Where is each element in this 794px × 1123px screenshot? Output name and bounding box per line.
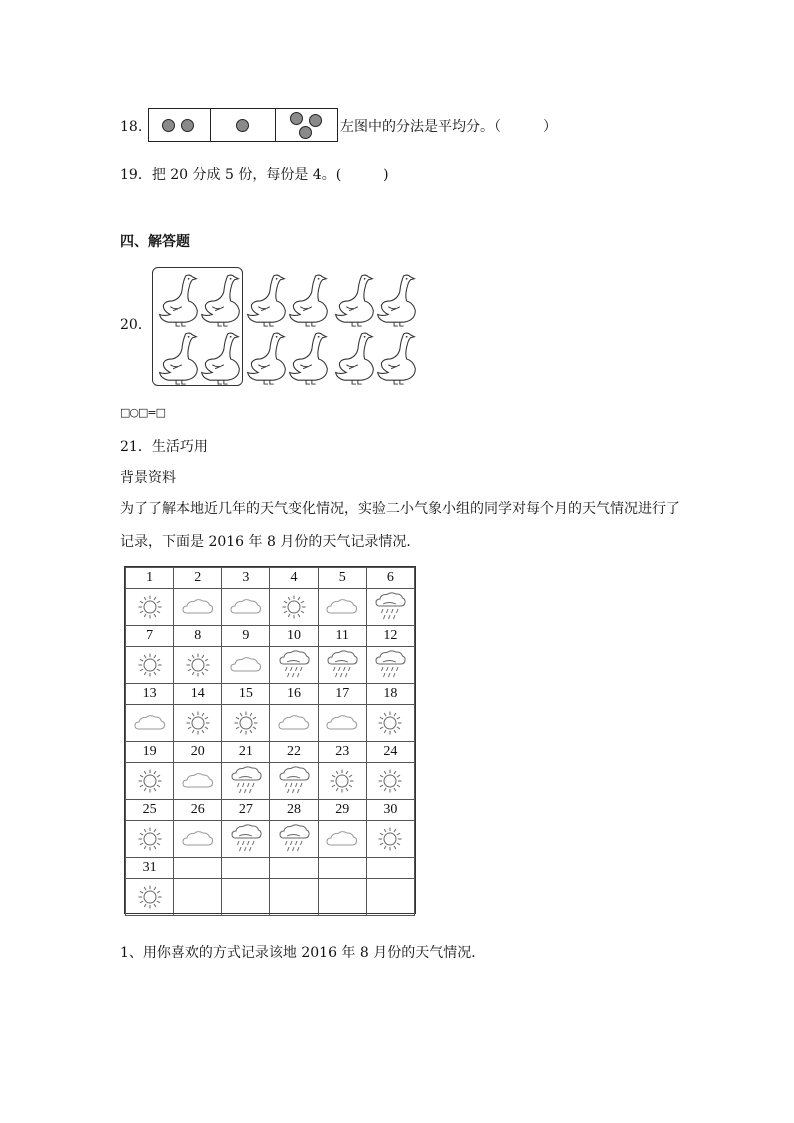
calendar-day-number: 1 (126, 568, 174, 589)
calendar-weather-row (126, 879, 415, 916)
cloudy-icon (174, 589, 222, 626)
q21-subtitle: 背景资料 (120, 470, 176, 486)
calendar-day-number (222, 858, 270, 879)
q20-number: 20． (120, 317, 152, 333)
calendar-day-number: 7 (126, 626, 174, 647)
cloudy-icon (181, 771, 215, 791)
calendar-day-number: 15 (222, 684, 270, 705)
dot (162, 119, 175, 132)
cloudy-icon (174, 821, 222, 858)
calendar-day-number (270, 858, 318, 879)
calendar-day-number (318, 858, 366, 879)
goose-icon (286, 272, 330, 328)
weather-calendar-table (125, 567, 415, 916)
calendar-empty-cell (366, 879, 414, 916)
q21-title: 21．生活巧用 (120, 439, 208, 455)
calendar-day-number: 24 (366, 742, 414, 763)
cloudy-icon (222, 647, 270, 684)
sunny-icon (137, 826, 163, 852)
calendar-weather-row (126, 647, 415, 684)
sunny-icon (377, 826, 403, 852)
sunny-icon (137, 652, 163, 678)
calendar-day-number: 10 (270, 626, 318, 647)
goose-icon (198, 330, 242, 386)
calendar-weather-row (126, 821, 415, 858)
sunny-icon (126, 879, 174, 916)
rain-icon (326, 649, 358, 681)
calendar-day-number: 21 (222, 742, 270, 763)
sunny-icon (185, 652, 211, 678)
calendar-day-number: 5 (318, 568, 366, 589)
dot-group-3 (276, 109, 337, 141)
cloudy-icon (277, 713, 311, 733)
rain-icon (374, 591, 406, 623)
cloudy-icon (229, 655, 263, 675)
calendar-day-number: 8 (174, 626, 222, 647)
calendar-day-number: 29 (318, 800, 366, 821)
calendar-day-number: 22 (270, 742, 318, 763)
sunny-icon (366, 763, 414, 800)
rain-icon (366, 647, 414, 684)
calendar-day-number: 13 (126, 684, 174, 705)
calendar-day-number: 4 (270, 568, 318, 589)
cloudy-icon (133, 713, 167, 733)
calendar-day-number: 26 (174, 800, 222, 821)
calendar-empty-cell (270, 879, 318, 916)
calendar-day-row (126, 568, 415, 589)
cloudy-icon (181, 597, 215, 617)
dot (236, 119, 249, 132)
goose-icon (244, 272, 288, 328)
calendar-day-number: 20 (174, 742, 222, 763)
weather-calendar (124, 566, 416, 914)
cloudy-icon (325, 597, 359, 617)
goose-icon (332, 330, 376, 386)
cloudy-icon (174, 763, 222, 800)
calendar-empty-cell (222, 879, 270, 916)
calendar-empty-cell (318, 879, 366, 916)
cloudy-icon (318, 821, 366, 858)
cloudy-icon (126, 705, 174, 742)
goose-icon (374, 330, 418, 386)
sunny-icon (329, 768, 355, 794)
q19-text: 19．把 20 分成 5 份，每份是 4。( ) (120, 167, 389, 183)
rain-icon (270, 647, 318, 684)
rain-icon (374, 649, 406, 681)
sunny-icon (222, 705, 270, 742)
sunny-icon (126, 821, 174, 858)
rain-icon (222, 821, 270, 858)
calendar-day-number: 3 (222, 568, 270, 589)
dot-group-2 (211, 109, 275, 141)
calendar-day-number (366, 858, 414, 879)
calendar-day-row (126, 684, 415, 705)
calendar-day-number: 16 (270, 684, 318, 705)
cloudy-icon (325, 829, 359, 849)
sunny-icon (126, 763, 174, 800)
rain-icon (222, 763, 270, 800)
sunny-icon (318, 763, 366, 800)
sunny-icon (377, 710, 403, 736)
rain-icon (270, 763, 318, 800)
goose-icon (374, 272, 418, 328)
calendar-day-number: 9 (222, 626, 270, 647)
cloudy-icon (270, 705, 318, 742)
dot-group-1 (149, 109, 211, 141)
calendar-day-number: 17 (318, 684, 366, 705)
q18-statement: 左图中的分法是平均分。（ ） (340, 119, 557, 135)
sunny-icon (137, 594, 163, 620)
dot (181, 119, 194, 132)
cloudy-icon (325, 713, 359, 733)
goose-icon (198, 272, 242, 328)
dot (299, 126, 312, 139)
cloudy-icon (229, 597, 263, 617)
q21-task1: 1、用你喜欢的方式记录该地 2016 年 8 月份的天气情况． (120, 945, 486, 961)
sunny-icon (366, 705, 414, 742)
calendar-day-number: 28 (270, 800, 318, 821)
calendar-weather-row (126, 589, 415, 626)
rain-icon (278, 649, 310, 681)
goose-icon (156, 330, 200, 386)
goose-icon (156, 272, 200, 328)
calendar-weather-row (126, 705, 415, 742)
calendar-day-row (126, 742, 415, 763)
sunny-icon (233, 710, 259, 736)
calendar-day-row (126, 626, 415, 647)
calendar-day-number: 19 (126, 742, 174, 763)
calendar-day-number (174, 858, 222, 879)
calendar-day-number: 23 (318, 742, 366, 763)
calendar-day-number: 18 (366, 684, 414, 705)
rain-icon (318, 647, 366, 684)
sunny-icon (137, 768, 163, 794)
calendar-day-number: 25 (126, 800, 174, 821)
calendar-day-number: 27 (222, 800, 270, 821)
calendar-day-number: 12 (366, 626, 414, 647)
q18-number: 18. (120, 119, 143, 135)
dot (309, 114, 322, 127)
sunny-icon (137, 884, 163, 910)
section-title: 四、解答题 (120, 234, 190, 250)
sunny-icon (185, 710, 211, 736)
calendar-day-number: 30 (366, 800, 414, 821)
dot (290, 112, 303, 125)
rain-icon (278, 765, 310, 797)
calendar-empty-cell (174, 879, 222, 916)
calendar-day-number: 6 (366, 568, 414, 589)
sunny-icon (366, 821, 414, 858)
sunny-icon (126, 647, 174, 684)
calendar-day-row (126, 858, 415, 879)
goose-icon (332, 272, 376, 328)
cloudy-icon (318, 589, 366, 626)
rain-icon (270, 821, 318, 858)
q20-equation: □○□=□ (120, 406, 165, 419)
q21-paragraph-line2: 记录，下面是 2016 年 8 月份的天气记录情况． (120, 534, 421, 550)
sunny-icon (126, 589, 174, 626)
sunny-icon (377, 768, 403, 794)
cloudy-icon (318, 705, 366, 742)
calendar-day-number: 2 (174, 568, 222, 589)
sunny-icon (174, 705, 222, 742)
calendar-weather-row (126, 763, 415, 800)
calendar-day-number: 31 (126, 858, 174, 879)
cloudy-icon (222, 589, 270, 626)
rain-icon (230, 823, 262, 855)
rain-icon (278, 823, 310, 855)
sunny-icon (174, 647, 222, 684)
q21-paragraph-line1: 为了了解本地近几年的天气变化情况，实验二小气象小组的同学对每个月的天气情况进行了 (120, 501, 680, 517)
sunny-icon (281, 594, 307, 620)
dot-grouping-figure (148, 108, 338, 142)
goose-icon (244, 330, 288, 386)
goose-icon (286, 330, 330, 386)
calendar-day-row (126, 800, 415, 821)
cloudy-icon (181, 829, 215, 849)
rain-icon (366, 589, 414, 626)
rain-icon (230, 765, 262, 797)
sunny-icon (270, 589, 318, 626)
calendar-day-number: 11 (318, 626, 366, 647)
calendar-day-number: 14 (174, 684, 222, 705)
